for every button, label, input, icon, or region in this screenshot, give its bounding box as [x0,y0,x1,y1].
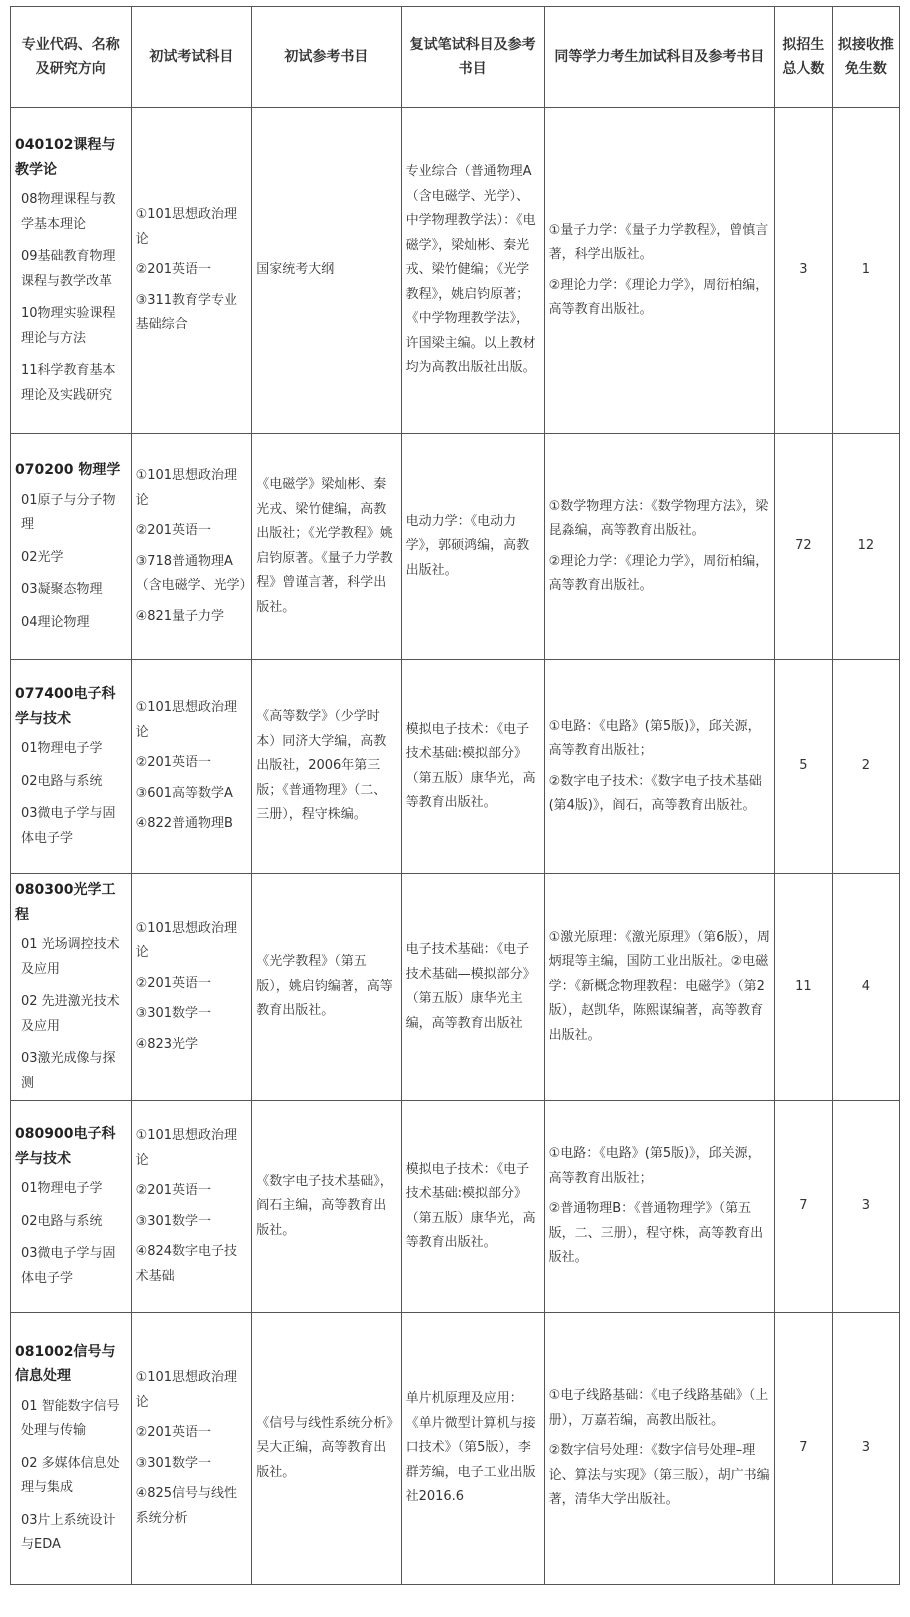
exam-subject: ①101思想政治理论 [135,468,238,508]
exam-cell [131,434,252,660]
research-direction: 02光学 [21,549,64,565]
enroll-count: 11 [775,874,833,1101]
header-retest: 复试笔试科目及参考书目 [401,7,544,108]
major-code: 080900电子科学与技术 [15,1126,116,1167]
retest-cell: 单片机原理及应用：《单片微型计算机与接口技术》（第5版），李群芳编，电子工业出版社2016.6 [401,1313,544,1585]
exam-subject: ①101思想政治理论 [135,1370,238,1410]
major-cell [11,660,132,874]
header-enroll: 拟招生总人数 [775,7,833,108]
research-direction: 11科学教育基本理论及实践研究 [21,363,116,403]
major-cell [11,1101,132,1313]
exempt-count: 1 [832,108,899,434]
table-row [11,108,900,434]
major-cell [11,434,132,660]
research-direction: 03微电子学与固体电子学 [21,1246,116,1286]
extra-cell [544,108,775,434]
exam-subject: ②201英语一 [135,523,212,538]
refbooks-cell: 《电磁学》梁灿彬、秦光戎、梁竹健编，高教出版社；《光学教程》姚启钧原著。《量子力学教程》曾谨言著，科学出版社。 [252,434,401,660]
table-row [11,1313,900,1585]
retest-cell: 电动力学：《电动力学》，郭硕鸿编，高教出版社。 [401,434,544,660]
research-direction: 01物理电子学 [21,741,103,756]
exam-cell [131,108,252,434]
exempt-count: 2 [832,660,899,874]
research-direction: 02电路与系统 [21,773,103,789]
exam-subject: ③301数学一 [135,1006,212,1022]
exam-cell [131,1313,252,1585]
research-direction: 01 智能数字信号处理与传输 [21,1398,120,1438]
exempt-count: 3 [832,1101,899,1313]
retest-cell: 模拟电子技术：《电子技术基础:模拟部分》（第五版）康华光，高等教育出版社。 [401,1101,544,1313]
header-exempt: 拟接收推免生数 [832,7,899,108]
research-direction: 01物理电子学 [21,1181,103,1196]
major-cell [11,874,132,1101]
exam-subject: ④824数字电子技术基础 [135,1244,238,1284]
enroll-count: 3 [775,108,833,434]
research-direction: 08物理课程与教学基本理论 [21,192,116,232]
exam-subject: ③301数学一 [135,1213,212,1229]
research-direction: 10物理实验课程理论与方法 [21,306,116,346]
major-cell [11,1313,132,1585]
exam-subject: ③718普通物理A（含电磁学、光学） [135,553,253,593]
research-direction: 02电路与系统 [21,1213,103,1229]
research-direction: 02 多媒体信息处理与集成 [21,1455,120,1495]
enroll-count: 7 [775,1101,833,1313]
extra-cell [544,1101,775,1313]
extra-subject: ②普通物理B：《普通物理学》（第五版，二、三册），程守株，高等教育出版社。 [548,1201,764,1266]
refbooks-cell: 《光学教程》（第五版），姚启钧编著，高等教育出版社。 [252,874,401,1101]
extra-subject: ②理论力学：《理论力学》，周衍柏编，高等教育出版社。 [548,553,769,593]
research-direction: 03微电子学与固体电子学 [21,806,116,846]
admissions-table [10,6,900,1585]
table-row [11,874,900,1101]
major-code: 080300光学工程 [15,882,116,923]
extra-subject: ①电路：《电路》(第5版)》，邱关源，高等教育出版社； [548,718,761,758]
table-row [11,1101,900,1313]
exam-subject: ②201英语一 [135,1425,212,1440]
retest-cell: 电子技术基础：《电子技术基础—模拟部分》（第五版）康华光主编，高等教育出版社 [401,874,544,1101]
research-direction: 04理论物理 [21,614,90,630]
research-direction: 03片上系统设计与EDA [21,1512,116,1552]
retest-cell: 模拟电子技术：《电子技术基础:模拟部分》（第五版）康华光，高等教育出版社。 [401,660,544,874]
exempt-count: 4 [832,874,899,1101]
exam-subject: ①101思想政治理论 [135,920,238,961]
research-direction: 03凝聚态物理 [21,582,103,597]
research-direction: 01 光场调控技术及应用 [21,937,120,977]
major-code: 070200 物理学 [15,462,121,478]
exam-subject: ④821量子力学 [135,608,225,624]
exam-subject: ①101思想政治理论 [135,207,238,247]
major-code: 081002信号与信息处理 [15,1343,116,1384]
header-extra: 同等学力考生加试科目及参考书目 [544,7,775,108]
research-direction: 02 先进激光技术及应用 [21,994,120,1034]
header-refbooks: 初试参考书目 [252,7,401,108]
extra-subject: ①量子力学：《量子力学教程》，曾慎言著，科学出版社。 [548,222,769,262]
exam-subject: ③301数学一 [135,1455,212,1471]
refbooks-cell: 《高等数学》（少学时本）同济大学编，高教出版社，2006年第三版；《普通物理》（二、三册），程守株编。 [252,660,401,874]
extra-subject: ①激光原理：《激光原理》（第6版），周炳琨等主编，国防工业出版社。②电磁学：《新概念物理教程：电磁学》（第2版），赵凯华，陈熙谋编著，高等教育出版社。 [548,929,771,1043]
header-row [11,7,900,108]
exam-subject: ④822普通物理B [135,816,233,832]
retest-cell: 专业综合（普通物理A（含电磁学、光学）、中学物理教学法）：《电磁学》，梁灿彬、秦光戎、梁竹健编；《光学教程》，姚启钧原著；《中学物理教学法》，许国梁主编。以上教材均为高教出版社出版。 [401,108,544,434]
exempt-count: 12 [832,434,899,660]
header-exam: 初试考试科目 [131,7,252,108]
research-direction: 01原子与分子物理 [21,492,116,532]
exam-subject: ②201英语一 [135,1183,212,1198]
exam-subject: ④825信号与线性系统分析 [135,1486,238,1526]
extra-subject: ①电子线路基础：《电子线路基础》（上册），万嘉若编，高教出版社。 [548,1388,769,1428]
exempt-count: 3 [832,1313,899,1585]
table-row [11,434,900,660]
exam-subject: ④823光学 [135,1036,199,1052]
exam-subject: ③601高等数学A [135,785,233,801]
major-code: 040102课程与教学论 [15,137,116,178]
exam-cell [131,1101,252,1313]
major-code: 077400电子科学与技术 [15,686,116,727]
research-direction: 03激光成像与探测 [21,1051,116,1091]
table-row [11,660,900,874]
research-direction: 09基础教育物理课程与教学改革 [21,249,116,289]
enroll-count: 5 [775,660,833,874]
extra-subject: ②数字信号处理：《数字信号处理–理论、算法与实现》（第三版），胡广书编著，清华大学出版社。 [548,1443,770,1508]
extra-subject: ②数字电子技术：《数字电子技术基础(第4版)》，阎石，高等教育出版社。 [548,773,762,813]
exam-subject: ③311教育学专业基础综合 [135,292,238,333]
header-major: 专业代码、名称及研究方向 [11,7,132,108]
extra-cell [544,434,775,660]
refbooks-cell: 《数字电子技术基础》，阎石主编，高等教育出版社。 [252,1101,401,1313]
extra-subject: ①数学物理方法：《数学物理方法》，梁昆淼编，高等教育出版社。 [548,498,769,538]
enroll-count: 7 [775,1313,833,1585]
extra-cell [544,660,775,874]
exam-cell [131,660,252,874]
exam-subject: ②201英语一 [135,975,212,991]
extra-subject: ②理论力学：《理论力学》，周衍柏编，高等教育出版社。 [548,277,769,317]
extra-subject: ①电路：《电路》(第5版)》，邱关源，高等教育出版社； [548,1146,761,1186]
exam-subject: ②201英语一 [135,262,212,278]
refbooks-cell: 《信号与线性系统分析》吴大正编，高等教育出版社。 [252,1313,401,1585]
exam-subject: ①101思想政治理论 [135,700,238,740]
exam-subject: ①101思想政治理论 [135,1128,238,1168]
extra-cell [544,874,775,1101]
major-cell [11,108,132,434]
enroll-count: 72 [775,434,833,660]
extra-cell [544,1313,775,1585]
exam-cell [131,874,252,1101]
refbooks-cell: 国家统考大纲 [252,108,401,434]
exam-subject: ②201英语一 [135,755,212,771]
